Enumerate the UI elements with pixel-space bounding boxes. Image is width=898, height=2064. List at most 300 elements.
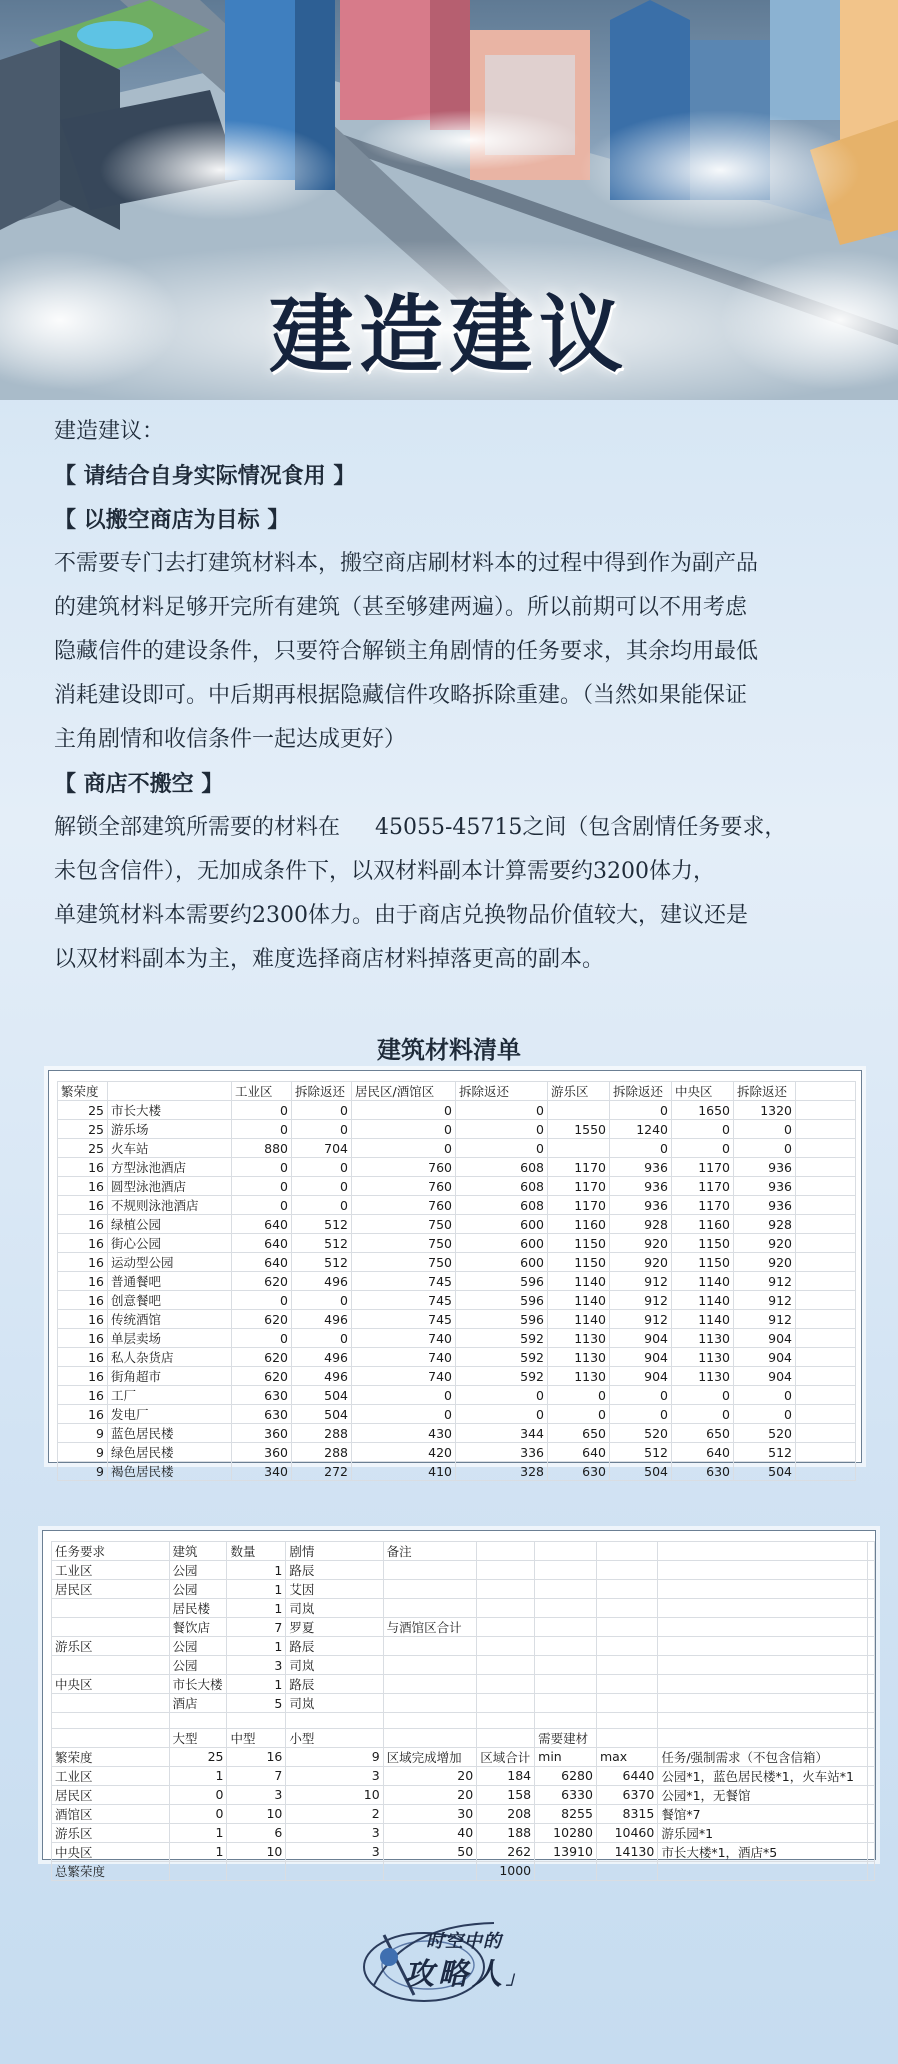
logo-corner-mark: 」 [506,1968,528,1989]
note-bracket: 【 以搬空商店为目标 】 [54,507,290,533]
table-cell: 745 [352,1291,456,1310]
table-cell [383,1728,477,1747]
table-cell: 0 [292,1196,352,1215]
table-cell [868,1580,875,1599]
table-cell: 912 [610,1291,672,1310]
table-cell [596,1599,657,1618]
table-cell [477,1656,535,1675]
table-cell: 30 [383,1804,477,1823]
table-cell: 居民区 [52,1580,170,1599]
table-cell: 760 [352,1177,456,1196]
paragraph-line: 的建筑材料足够开完所有建筑（甚至够建两遍）。所以前期可以不用考虑 [54,595,748,620]
table-cell [535,1656,597,1675]
table-cell [796,1158,856,1177]
table-cell: 公园 [169,1580,227,1599]
table-cell [796,1234,856,1253]
table-cell: 0 [352,1405,456,1424]
table-cell: 496 [292,1272,352,1291]
table-cell: 592 [456,1329,548,1348]
table-cell: 0 [292,1158,352,1177]
table-cell: 1130 [672,1367,734,1386]
table-cell: 0 [734,1120,796,1139]
table-cell: 620 [232,1348,292,1367]
table-cell [477,1542,535,1561]
table-cell: 0 [456,1101,548,1120]
table-cell [535,1618,597,1637]
table-cell: 游乐场 [108,1120,232,1139]
table-cell: 3 [227,1656,286,1675]
table-cell: 592 [456,1367,548,1386]
table-cell: 绿植公园 [108,1215,232,1234]
table-row [52,1766,875,1785]
table-row [52,1823,875,1842]
table-cell: 9 [286,1747,383,1766]
table-cell: 0 [456,1386,548,1405]
table-cell [658,1728,868,1747]
table-cell [535,1713,597,1729]
table-row [52,1861,875,1880]
table-cell: 公园*1，蓝色居民楼*1，火车站*1 [658,1766,868,1785]
table-cell [383,1561,477,1580]
table-cell: 1140 [672,1291,734,1310]
table-cell: 0 [232,1329,292,1348]
table-cell: 496 [292,1367,352,1386]
paragraph-line: 单建筑材料本需要约2300体力。由于商店兑换物品价值较大，建议还是 [54,903,748,928]
table-row [52,1694,875,1713]
table-cell [596,1713,657,1729]
table-cell: 25 [58,1101,108,1120]
table-cell: 9 [58,1424,108,1443]
table-cell: 608 [456,1158,548,1177]
table-cell: 904 [734,1367,796,1386]
table-row [58,1139,856,1158]
table-cell [286,1713,383,1729]
table-cell: 0 [352,1386,456,1405]
table-cell [596,1728,657,1747]
table-row [58,1348,856,1367]
table-cell: 640 [548,1443,610,1462]
table-cell: 20 [383,1785,477,1804]
table-cell: 公园 [169,1656,227,1675]
table-cell: 市长大楼*1，酒店*5 [658,1842,868,1861]
table-cell: 25 [58,1139,108,1158]
table-cell: 3 [227,1785,286,1804]
table-cell [796,1101,856,1120]
table-cell: 704 [292,1139,352,1158]
table-cell: 2 [286,1804,383,1823]
hero-illustration [0,0,898,400]
table-row [58,1386,856,1405]
table-row [58,1291,856,1310]
table-cell: 750 [352,1253,456,1272]
table-cell: 16 [58,1253,108,1272]
table-cell: 608 [456,1177,548,1196]
table-cell: 3 [286,1823,383,1842]
table-cell: 504 [734,1462,796,1481]
table-cell [868,1861,875,1880]
table-cell: 1170 [672,1196,734,1215]
table-cell: 188 [477,1823,535,1842]
table-cell: 6280 [535,1766,597,1785]
table-cell: 608 [456,1196,548,1215]
note-bracket: 【 请结合自身实际情况食用 】 [54,463,356,489]
table-cell: 0 [548,1386,610,1405]
table-cell [535,1861,597,1880]
table-cell [868,1542,875,1561]
table-cell [535,1561,597,1580]
table-cell: 16 [58,1405,108,1424]
table-cell: 建筑 [169,1542,227,1561]
table-cell [868,1561,875,1580]
table-cell: 745 [352,1272,456,1291]
table-cell: 0 [672,1139,734,1158]
table-cell: 1130 [548,1367,610,1386]
table-row [58,1424,856,1443]
table-cell: 0 [352,1120,456,1139]
table-cell: 936 [734,1158,796,1177]
table-cell [535,1542,597,1561]
table-cell: 1150 [672,1234,734,1253]
table-cell: 630 [232,1405,292,1424]
table-cell: 0 [456,1405,548,1424]
table-cell: 1130 [672,1329,734,1348]
table-cell: 640 [232,1215,292,1234]
table-cell [796,1310,856,1329]
table-cell: 0 [734,1386,796,1405]
table-row [58,1462,856,1481]
table-cell: 936 [610,1177,672,1196]
table-cell: 592 [456,1348,548,1367]
table-cell: 1160 [672,1215,734,1234]
table-cell [383,1861,477,1880]
table-cell: 1000 [477,1861,535,1880]
table-cell: 262 [477,1842,535,1861]
table-cell: 1550 [548,1120,610,1139]
table-cell [868,1728,875,1747]
table-cell [477,1694,535,1713]
table-cell: 游乐区 [52,1823,170,1842]
table-cell: 创意餐吧 [108,1291,232,1310]
table-cell: 0 [292,1329,352,1348]
table-cell: 路辰 [286,1561,383,1580]
table-cell: 880 [232,1139,292,1158]
table-cell: 司岚 [286,1599,383,1618]
table-cell [868,1656,875,1675]
materials-table [57,1081,856,1481]
table-cell: 任务要求 [52,1542,170,1561]
table-cell: 25 [169,1747,227,1766]
table-cell: 936 [610,1158,672,1177]
table-row [58,1272,856,1291]
table-cell [383,1694,477,1713]
table-cell: 1170 [548,1158,610,1177]
table-cell [868,1804,875,1823]
table-cell: 市长大楼 [169,1675,227,1694]
table-cell: 1 [227,1561,286,1580]
table-cell: 1130 [672,1348,734,1367]
table-cell: 650 [548,1424,610,1443]
table-cell: 1150 [672,1253,734,1272]
table-cell [383,1656,477,1675]
table-cell [796,1177,856,1196]
table-cell: 褐色居民楼 [108,1462,232,1481]
table-cell [477,1713,535,1729]
table-cell [868,1713,875,1729]
table-row [52,1747,875,1766]
table-cell: 596 [456,1272,548,1291]
table-cell: 繁荣度 [58,1082,108,1101]
table-cell [658,1675,868,1694]
table-cell [596,1580,657,1599]
table-row [52,1599,875,1618]
table-cell [477,1599,535,1618]
table-cell: 需要建材 [535,1728,597,1747]
intro-heading: 建造建议： [54,419,165,444]
table-cell: 596 [456,1310,548,1329]
table-cell [535,1599,597,1618]
table-cell: 拆除返还 [456,1082,548,1101]
table-cell [796,1196,856,1215]
table-cell: 16 [227,1747,286,1766]
table-cell: 928 [610,1215,672,1234]
table-cell: 10460 [596,1823,657,1842]
table-cell: 普通餐吧 [108,1272,232,1291]
table-cell: 360 [232,1443,292,1462]
table-cell: 私人杂货店 [108,1348,232,1367]
table-cell: 0 [610,1405,672,1424]
logo-line-2-text: 攻略人 [404,1957,506,1992]
table-cell: 920 [734,1253,796,1272]
table-cell: 运动型公园 [108,1253,232,1272]
table-cell: 9 [58,1443,108,1462]
table-cell [383,1637,477,1656]
table-cell: 0 [672,1405,734,1424]
table-cell: 不规则泳池酒店 [108,1196,232,1215]
table-cell: 8255 [535,1804,597,1823]
page-title: 建造建议 [268,285,629,384]
table-cell: 25 [58,1120,108,1139]
table-row [52,1804,875,1823]
table-cell: 904 [610,1329,672,1348]
table-cell: 912 [610,1310,672,1329]
table-cell: 工业区 [232,1082,292,1101]
table-cell: 6370 [596,1785,657,1804]
table-cell: 0 [610,1139,672,1158]
table-cell [52,1694,170,1713]
table-cell: 16 [58,1348,108,1367]
table-cell: 0 [169,1785,227,1804]
table-cell [227,1713,286,1729]
table-cell: 发电厂 [108,1405,232,1424]
table-cell [596,1618,657,1637]
table-cell: 16 [58,1291,108,1310]
table-cell: 904 [610,1348,672,1367]
table-cell: 920 [734,1234,796,1253]
table-cell: 504 [292,1386,352,1405]
table-cell: 340 [232,1462,292,1481]
intro-section [54,410,854,982]
paragraph-line: 消耗建设即可。中后期再根据隐藏信件攻略拆除重建。（当然如果能保证 [54,683,748,708]
table-cell: 艾因 [286,1580,383,1599]
table-cell: 620 [232,1367,292,1386]
table-cell: 13910 [535,1842,597,1861]
table-cell [658,1713,868,1729]
table-cell [796,1215,856,1234]
table-cell: 760 [352,1158,456,1177]
table-cell: 0 [610,1101,672,1120]
table-cell: 单层卖场 [108,1329,232,1348]
logo-line-1: 时空中的 [426,1931,502,1952]
materials-table-frame [48,1070,862,1479]
table-cell: 罗夏 [286,1618,383,1637]
table-cell [868,1785,875,1804]
table-cell: 中央区 [52,1842,170,1861]
table-cell: 数量 [227,1542,286,1561]
table-cell: 184 [477,1766,535,1785]
table-cell [658,1637,868,1656]
table-row [58,1367,856,1386]
table-cell: 区域完成增加 [383,1747,477,1766]
table-cell: 居民区/酒馆区 [352,1082,456,1101]
table-cell: 1140 [548,1310,610,1329]
table-cell: 1170 [672,1158,734,1177]
table-cell [658,1694,868,1713]
table-cell [868,1618,875,1637]
table-cell: 0 [672,1386,734,1405]
table-cell [796,1329,856,1348]
table-cell: 920 [610,1253,672,1272]
table-cell [658,1861,868,1880]
table-cell [796,1386,856,1405]
table-cell: 496 [292,1348,352,1367]
table-cell: 1140 [672,1310,734,1329]
table-cell [868,1766,875,1785]
table-cell: 绿色居民楼 [108,1443,232,1462]
table-cell [383,1599,477,1618]
table-cell [796,1405,856,1424]
table-cell: 1150 [548,1234,610,1253]
table-cell: 居民区 [52,1785,170,1804]
table-row [52,1842,875,1861]
table-cell: 居民楼 [169,1599,227,1618]
table-cell: 928 [734,1215,796,1234]
table-cell [477,1580,535,1599]
table-cell: 方型泳池酒店 [108,1158,232,1177]
table-cell: 10 [227,1842,286,1861]
table-cell: 7 [227,1766,286,1785]
table-cell: 336 [456,1443,548,1462]
table-row [58,1329,856,1348]
table-cell: 1130 [548,1329,610,1348]
table-cell [658,1599,868,1618]
table-cell: 3 [286,1842,383,1861]
table-cell: 0 [352,1101,456,1120]
table-cell: 1130 [548,1348,610,1367]
table-cell: 1170 [548,1196,610,1215]
table-cell [796,1424,856,1443]
table-cell [535,1694,597,1713]
table-cell [796,1272,856,1291]
table-cell: 餐馆*7 [658,1804,868,1823]
paragraph-line: 未包含信件），无加成条件下，以双材料副本计算需要约3200体力， [54,859,715,884]
table-cell: 20 [383,1766,477,1785]
table-row [52,1542,875,1561]
table-cell: 1 [227,1599,286,1618]
table-cell [658,1542,868,1561]
table-cell: 904 [610,1367,672,1386]
table-cell: 市长大楼 [108,1101,232,1120]
table-cell [868,1747,875,1766]
table-cell [52,1599,170,1618]
table-cell: 920 [610,1234,672,1253]
table-row [52,1675,875,1694]
table-cell [658,1561,868,1580]
table-cell: 工业区 [52,1766,170,1785]
table-cell: 任务/强制需求（不包含信箱） [658,1747,868,1766]
table-cell [52,1728,170,1747]
table-cell: 餐饮店 [169,1618,227,1637]
table-cell: 0 [292,1101,352,1120]
table-cell: 912 [734,1291,796,1310]
table-cell: 512 [292,1215,352,1234]
table-cell: 公园 [169,1637,227,1656]
table-cell: 1140 [548,1272,610,1291]
table-cell: 0 [232,1196,292,1215]
table-cell [596,1675,657,1694]
table-cell: 0 [734,1405,796,1424]
table-cell: 936 [610,1196,672,1215]
table-cell: 工业区 [52,1561,170,1580]
table-cell: 496 [292,1310,352,1329]
table-cell: 740 [352,1329,456,1348]
table-cell [535,1675,597,1694]
table-cell [868,1842,875,1861]
table-row [58,1234,856,1253]
table-cell: 630 [548,1462,610,1481]
table-cell: 904 [734,1329,796,1348]
table-cell: 传统酒馆 [108,1310,232,1329]
requirements-table [51,1541,875,1881]
table-cell: 0 [232,1158,292,1177]
table-cell: 1320 [734,1101,796,1120]
table-cell: 总繁荣度 [52,1861,170,1880]
table-row [58,1101,856,1120]
table-cell [658,1618,868,1637]
table-cell: 16 [58,1367,108,1386]
table-cell: 路辰 [286,1637,383,1656]
table-row [52,1580,875,1599]
table-row [58,1253,856,1272]
table-cell: 512 [292,1234,352,1253]
table-cell: 拆除返还 [734,1082,796,1101]
table-cell: 640 [232,1253,292,1272]
table-cell: 酒店 [169,1694,227,1713]
table-row [58,1443,856,1462]
table-cell: 410 [352,1462,456,1481]
table-cell [548,1139,610,1158]
table-cell: 1140 [672,1272,734,1291]
table-cell: 1 [169,1842,227,1861]
table-cell: 16 [58,1310,108,1329]
table-cell: 912 [734,1310,796,1329]
table-cell: 512 [734,1443,796,1462]
table-cell: 430 [352,1424,456,1443]
table-cell [596,1542,657,1561]
table-row [52,1785,875,1804]
table-cell: 344 [456,1424,548,1443]
table-cell: 630 [672,1462,734,1481]
table-cell: 6330 [535,1785,597,1804]
